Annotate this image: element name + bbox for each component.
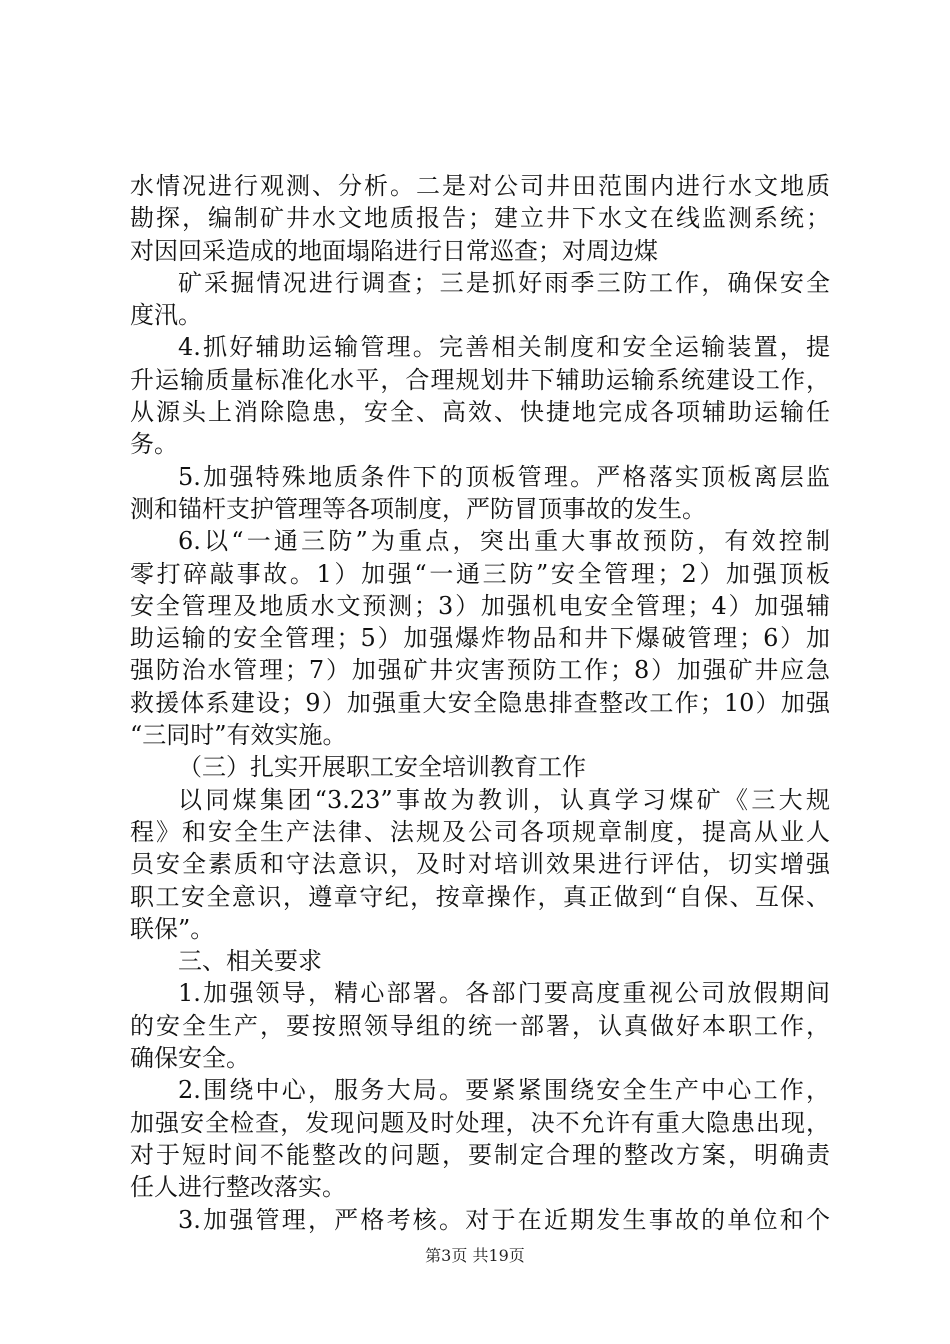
text-line: 3.加强管理，严格考核。对于在近期发生事故的单位和个 [178,1205,830,1234]
page-footer: 第3页 共19页 [425,1246,525,1265]
text-line: 矿采掘情况进行调查；三是抓好雨季三防工作，确保安全 [178,268,830,297]
text-line: 2.围绕中心，服务大局。要紧紧围绕安全生产中心工作， [178,1076,830,1105]
text-line: 度汛。 [130,301,202,330]
text-line: 员安全素质和守法意识，及时对培训效果进行评估，切实增强 [130,850,830,879]
text-line: 加强安全检查，发现问题及时处理，决不允许有重大隐患出现， [130,1108,830,1137]
text-line: 三、相关要求 [178,947,322,976]
text-line: 联保”。 [130,914,215,943]
text-line: 任人进行整改落实。 [130,1173,346,1202]
text-line: 4.抓好辅助运输管理。完善相关制度和安全运输装置，提 [178,333,830,362]
text-line: 对于短时间不能整改的问题，要制定合理的整改方案，明确责 [130,1140,830,1169]
text-line: 安全管理及地质水文预测；3）加强机电安全管理；4）加强辅 [130,591,830,620]
document-body [130,170,830,1236]
text-line: “三同时”有效实施。 [130,721,347,750]
text-line: 6.以“一通三防”为重点，突出重大事故预防，有效控制 [178,527,830,556]
text-line: 强防治水管理；7）加强矿井灾害预防工作；8）加强矿井应急 [130,656,830,685]
text-line: 从源头上消除隐患，安全、高效、快捷地完成各项辅助运输任 [130,398,830,427]
text-line: 对因回采造成的地面塌陷进行日常巡查；对周边煤 [130,236,658,265]
text-line: 的安全生产，要按照领导组的统一部署，认真做好本职工作， [130,1011,830,1040]
text-line: 1.加强领导，精心部署。各部门要高度重视公司放假期间 [178,979,830,1008]
text-line: 勘探，编制矿井水文地质报告；建立井下水文在线监测系统； [130,204,830,233]
text-line: 以同煤集团“3.23”事故为教训，认真学习煤矿《三大规 [178,785,830,814]
text-line: 零打碎敲事故。1）加强“一通三防”安全管理；2）加强顶板 [130,559,830,588]
text-line: 务。 [130,430,178,459]
text-line: 助运输的安全管理；5）加强爆炸物品和井下爆破管理；6）加 [130,624,830,653]
text-line: 程》和安全生产法律、法规及公司各项规章制度，提高从业人 [130,817,830,846]
text-line: （三）扎实开展职工安全培训教育工作 [178,753,586,782]
text-line: 职工安全意识，遵章守纪，按章操作，真正做到“自保、互保、 [130,882,830,911]
text-line: 5.加强特殊地质条件下的顶板管理。严格落实顶板离层监 [178,462,830,491]
text-line: 升运输质量标准化水平，合理规划井下辅助运输系统建设工作， [130,365,830,394]
text-line: 救援体系建设；9）加强重大安全隐患排查整改工作；10）加强 [130,688,830,717]
text-line: 测和锚杆支护管理等各项制度，严防冒顶事故的发生。 [130,494,706,523]
text-line: 确保安全。 [130,1044,250,1073]
text-line: 水情况进行观测、分析。二是对公司井田范围内进行水文地质 [130,172,830,200]
